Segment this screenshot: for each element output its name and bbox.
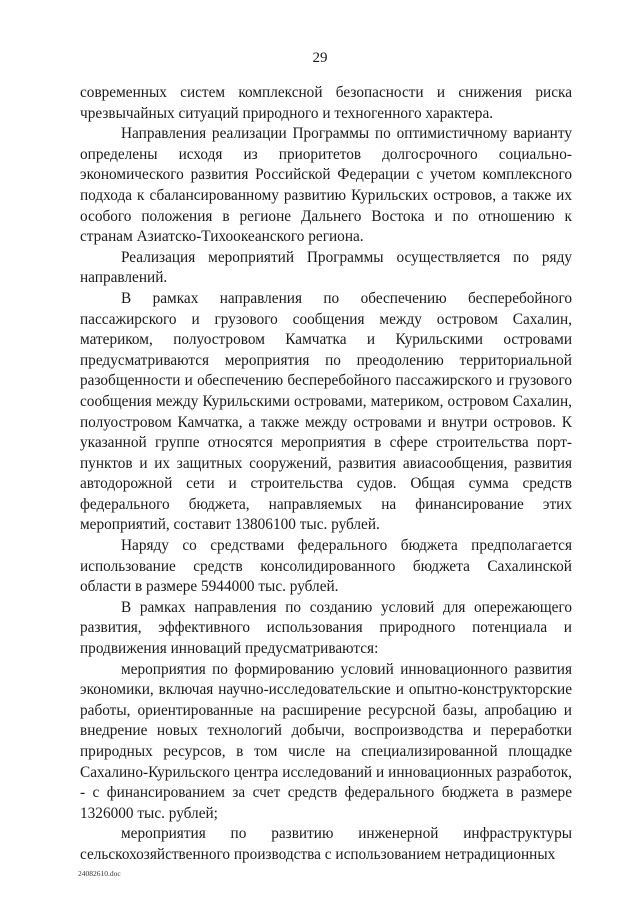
body-text	[80, 83, 572, 866]
paragraph: В рамках направления по созданию условий для опережающего развития, эффективного использования природного потенциала и продвижения инноваций предусматриваются:	[80, 598, 572, 658]
file-name-footer: 24082610.doc	[78, 869, 121, 878]
paragraph: мероприятия по развитию инженерной инфраструктуры сельскохозяйственного производства с использованием нетрадиционных	[80, 825, 572, 863]
page-number: 29	[312, 50, 328, 66]
paragraph: Реализация мероприятий Программы осуществляется по ряду направлений.	[80, 248, 572, 287]
paragraph: В рамках направления по обеспечению бесперебойного пассажирского и грузового сообщения между островом Сахалин, материком, полуостровом Камчатка и Курильскими островами предусматриваются мероприятия по преодолению территориальной разобщенности и обеспечению бесперебойного пассажирского и грузового сообщения между Курильскими островами, материком, островом Сахалин, полуостровом Камчатка, а также между островами и внутри островов. К указанной группе относятся мероприятия в сфере строительства порт-пунктов и их защитных сооружений, развития авиасообщения, развития автодорожной сети и строительства судов. Общая сумма средств федерального бюджета, направляемых на финансирование этих мероприятий, составит 13806100 тыс. рублей.	[80, 289, 572, 534]
paragraph: мероприятия по формированию условий инновационного развития экономики, включая научно-исследовательские и опытно-конструкторские работы, ориентированные на расширение ресурсной базы, апробацию и внедрение новых технологий добычи, воспроизводства и переработки природных ресурсов, в том числе на специализированной площадке Сахалино-Курильского центра исследований и инновационных разработок, - с финансированием за счет средств федерального бюджета в размере 1326000 тыс. рублей;	[80, 660, 572, 822]
paragraph: современных систем комплексной безопасности и снижения риска чрезвычайных ситуаций природного и техногенного характера.	[80, 84, 572, 122]
paragraph: Направления реализации Программы по оптимистичному варианту определены исходя из приоритетов долгосрочного социально-экономического развития Российской Федерации с учетом комплексного подхода к сбалансированному развитию Курильских островов, а также их особого положения в регионе Дальнего Востока и по отношению к странам Азиатско-Тихоокеанского региона.	[80, 125, 572, 246]
paragraph: Наряду со средствами федерального бюджета предполагается использование средств консолидированного бюджета Сахалинской области в размере 5944000 тыс. рублей.	[80, 537, 572, 596]
